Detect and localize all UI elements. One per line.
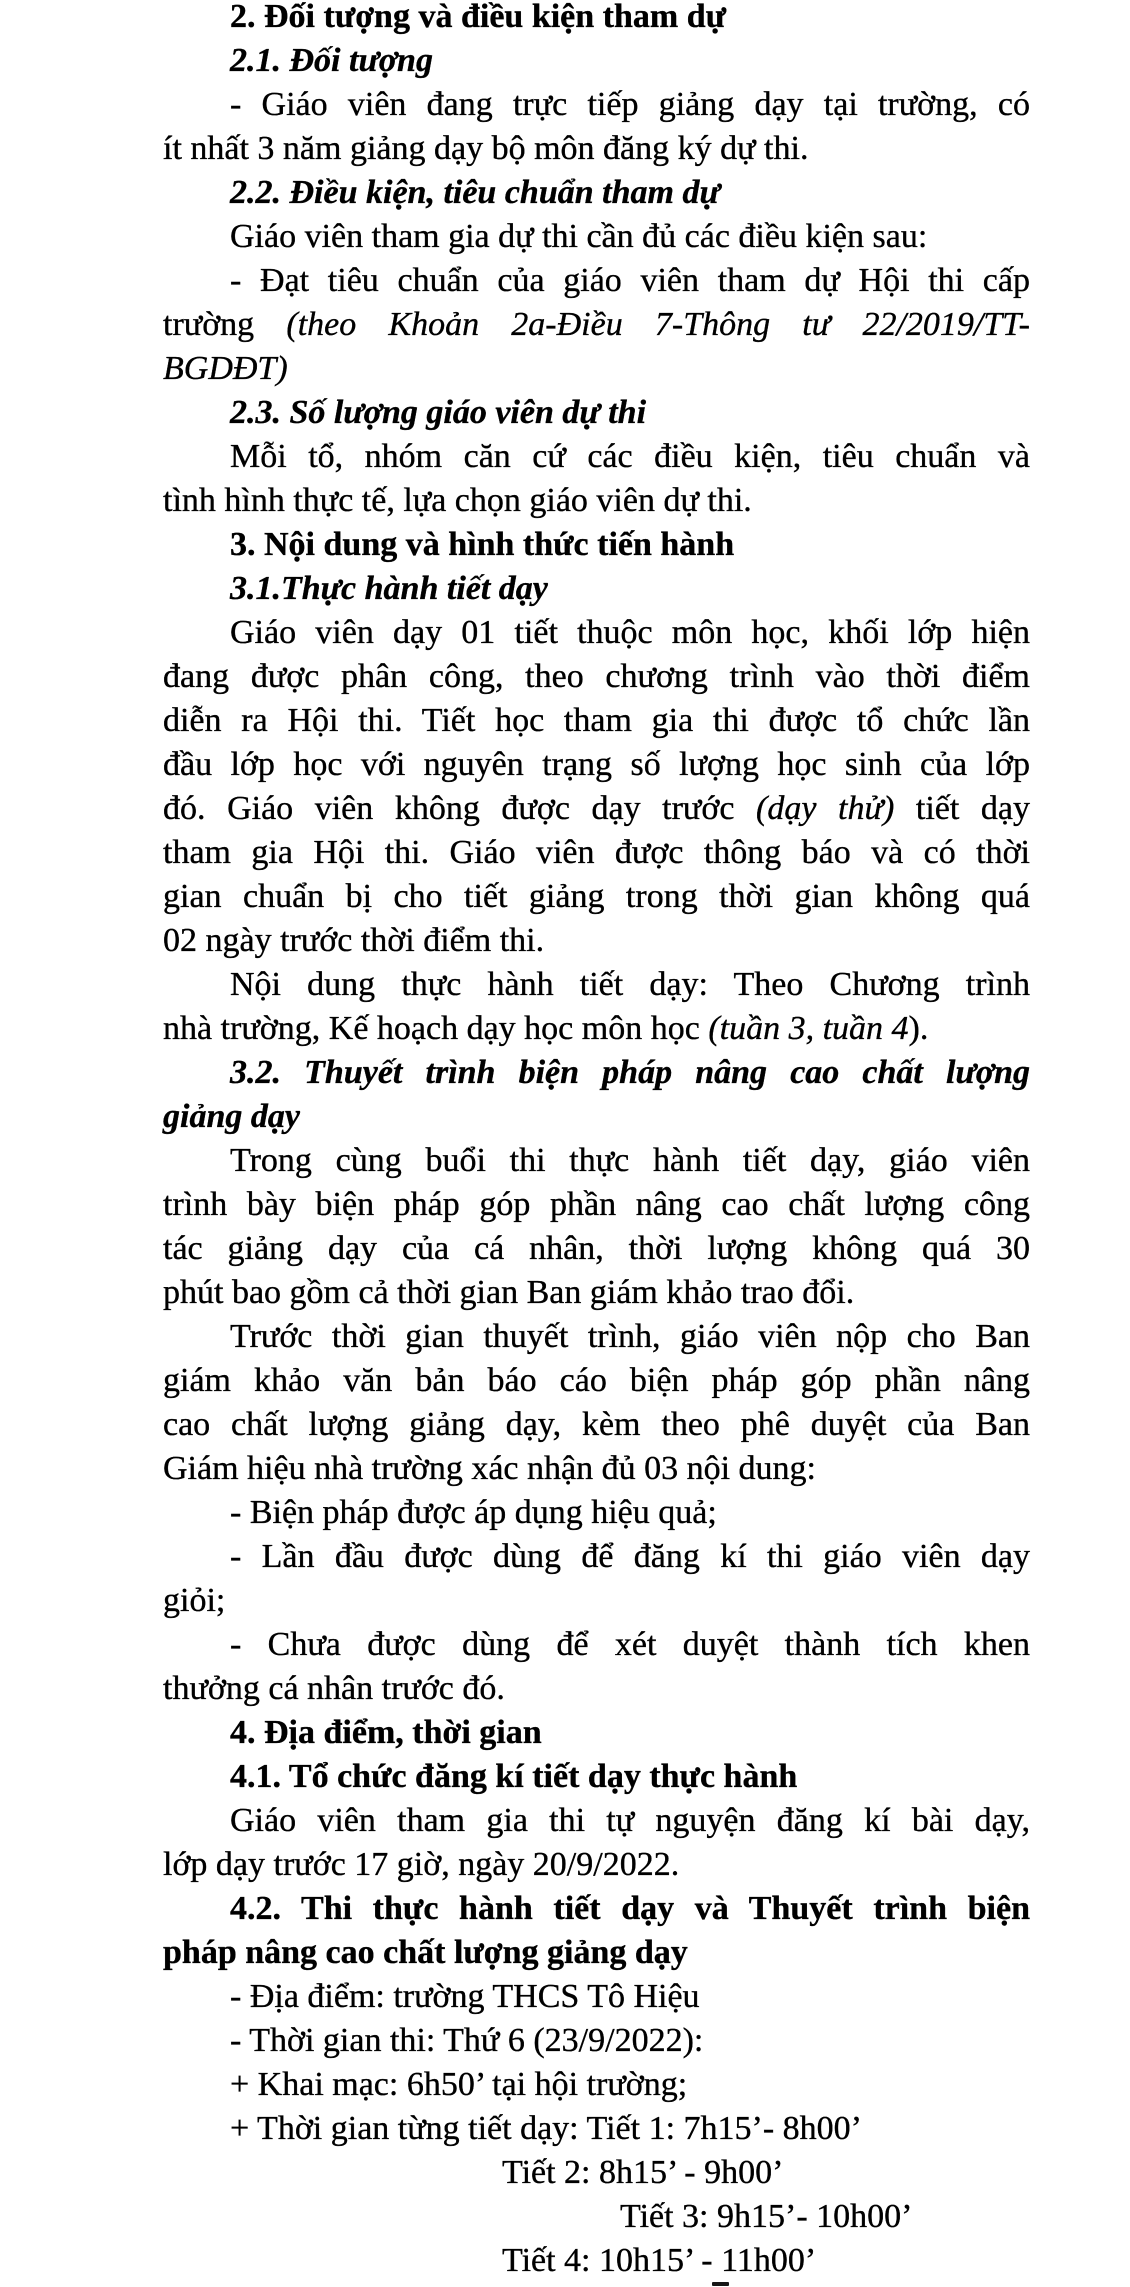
text-segment: cao chất lượng giảng dạy, kèm theo phê duyệt của Ban — [163, 1406, 1030, 1443]
text-line-16 — [163, 655, 1030, 699]
text-segment: Tiết 2: 8h15’ - 9h00’ — [502, 2154, 784, 2191]
text-segment: + Khai mạc: 6h50’ tại hội trường; — [230, 2066, 688, 2103]
text-line-11 — [163, 435, 1030, 479]
text-segment: Giáo viên tham gia thi tự nguyện đăng kí bài dạy, — [230, 1802, 1030, 1839]
text-segment: 3. Nội dung và hình thức tiến hành — [230, 526, 735, 563]
text-segment: thưởng cá nhân trước đó. — [163, 1670, 505, 1707]
text-line-48 — [163, 2063, 1030, 2107]
text-segment: đó. Giáo viên không được dạy trước — [163, 790, 757, 827]
text-line-29 — [163, 1227, 1030, 1271]
text-segment: giám khảo văn bản báo cáo biện pháp góp phần nâng — [163, 1362, 1030, 1399]
text-segment: giảng dạy — [163, 1098, 300, 1135]
text-line-26 — [163, 1095, 1030, 1139]
text-line-34 — [163, 1447, 1030, 1491]
text-segment: tiết dạy — [894, 790, 1030, 827]
text-line-10 — [163, 391, 1030, 435]
text-segment: 4.1. Tổ chức đăng kí tiết dạy thực hành — [230, 1758, 798, 1795]
text-segment: 4. Địa điểm, thời gian — [230, 1714, 542, 1751]
text-line-9 — [163, 347, 1030, 391]
text-line-18 — [163, 743, 1030, 787]
text-line-42 — [163, 1799, 1030, 1843]
text-segment: 2.3. Số lượng giáo viên dự thi — [230, 394, 647, 431]
text-segment: 02 ngày trước thời điểm thi. — [163, 922, 545, 959]
text-line-40 — [163, 1711, 1030, 1755]
text-line-36 — [163, 1535, 1030, 1579]
text-line-35 — [163, 1491, 1030, 1535]
text-segment: pháp nâng cao chất lượng giảng dạy — [163, 1934, 688, 1971]
text-segment: đầu lớp học với nguyên trạng số lượng học sinh của lớp — [163, 746, 1030, 783]
text-line-50 — [163, 2151, 1030, 2195]
text-segment: tham gia Hội thi. Giáo viên được thông báo và có thời — [163, 834, 1030, 871]
text-segment: phút bao gồm cả thời gian Ban giám khảo trao đổi. — [163, 1274, 855, 1311]
text-line-15 — [163, 611, 1030, 655]
text-line-33 — [163, 1403, 1030, 1447]
text-segment: trường — [163, 306, 287, 343]
text-segment: diễn ra Hội thi. Tiết học tham gia thi được tổ chức lần — [163, 702, 1030, 739]
text-segment: Nội dung thực hành tiết dạy: Theo Chương trình — [230, 966, 1030, 1003]
text-line-22 — [163, 919, 1030, 963]
text-segment: + Thời gian từng tiết dạy: Tiết 1: 7h15’- 8h00’ — [230, 2110, 862, 2147]
text-line-7 — [163, 259, 1030, 303]
text-line-20 — [163, 831, 1030, 875]
text-segment: ít nhất 3 năm giảng dạy bộ môn đăng ký dự thi. — [163, 130, 809, 167]
text-line-8 — [163, 303, 1030, 347]
text-line-23 — [163, 963, 1030, 1007]
text-segment: Giáo viên tham gia dự thi cần đủ các điều kiện sau: — [230, 218, 928, 255]
text-segment: - Giáo viên đang trực tiếp giảng dạy tại trường, có — [230, 86, 1030, 123]
text-segment: gian chuẩn bị cho tiết giảng trong thời gian không quá — [163, 878, 1030, 915]
text-segment: trình bày biện pháp góp phần nâng cao chất lượng công — [163, 1186, 1030, 1223]
text-line-43 — [163, 1843, 1030, 1887]
text-line-5 — [163, 171, 1030, 215]
text-segment: Tiết 4: 10h15’ - 11h00’ — [502, 2242, 817, 2279]
text-segment: - Đạt tiêu chuẩn của giáo viên tham dự Hội thi cấp — [230, 262, 1030, 299]
text-line-49 — [163, 2107, 1030, 2151]
text-line-13 — [163, 523, 1030, 567]
text-segment: lớp dạy trước 17 giờ, ngày 20/9/2022. — [163, 1846, 680, 1883]
text-segment: - Địa điểm: trường THCS Tô Hiệu — [230, 1978, 700, 2015]
text-segment: 2.1. Đối tượng — [230, 42, 433, 79]
text-segment: 2.2. Điều kiện, tiêu chuẩn tham dự — [230, 174, 720, 211]
text-segment: Mỗi tổ, nhóm căn cứ các điều kiện, tiêu chuẩn và — [230, 438, 1030, 475]
text-segment: nhà trường, Kế hoạch dạy học môn học — [163, 1010, 709, 1047]
text-line-47 — [163, 2019, 1030, 2063]
text-line-17 — [163, 699, 1030, 743]
text-line-39 — [163, 1667, 1030, 1711]
text-segment: 3.1.Thực hành tiết dạy — [230, 570, 548, 607]
text-segment: giỏi; — [163, 1582, 226, 1619]
text-line-12 — [163, 479, 1030, 523]
text-segment: 3.2. Thuyết trình biện pháp nâng cao chất lượng — [230, 1054, 1030, 1091]
text-line-19 — [163, 787, 1030, 831]
text-segment: tác giảng dạy của cá nhân, thời lượng không quá 30 — [163, 1230, 1030, 1267]
text-line-14 — [163, 567, 1030, 611]
text-line-2 — [163, 39, 1030, 83]
text-line-30 — [163, 1271, 1030, 1315]
text-segment: - Lần đầu được dùng để đăng kí thi giáo viên dạy — [230, 1538, 1030, 1575]
text-line-41 — [163, 1755, 1030, 1799]
text-line-25 — [163, 1051, 1030, 1095]
text-segment: BGDĐT) — [163, 350, 288, 387]
text-segment: Tiết 3: 9h15’- 10h00’ — [620, 2198, 913, 2235]
text-line-24 — [163, 1007, 1030, 1051]
text-line-51 — [163, 2195, 1030, 2239]
text-segment: Giáo viên dạy 01 tiết thuộc môn học, khối lớp hiện — [230, 614, 1030, 651]
text-line-37 — [163, 1579, 1030, 1623]
text-segment: ). — [908, 1010, 929, 1047]
text-line-28 — [163, 1183, 1030, 1227]
text-segment: - Thời gian thi: Thứ 6 (23/9/2022): — [230, 2022, 704, 2059]
clipped-next-line-fragment — [712, 2282, 729, 2286]
text-line-45 — [163, 1931, 1030, 1975]
text-line-3 — [163, 83, 1030, 127]
text-line-46 — [163, 1975, 1030, 2019]
text-line-44 — [163, 1887, 1030, 1931]
text-line-1 — [163, 0, 1030, 39]
text-line-27 — [163, 1139, 1030, 1183]
text-line-21 — [163, 875, 1030, 919]
text-segment: Trong cùng buổi thi thực hành tiết dạy, giáo viên — [230, 1142, 1030, 1179]
text-line-31 — [163, 1315, 1030, 1359]
text-segment: đang được phân công, theo chương trình vào thời điểm — [163, 658, 1030, 695]
text-line-38 — [163, 1623, 1030, 1667]
text-segment: Giám hiệu nhà trường xác nhận đủ 03 nội dung: — [163, 1450, 817, 1487]
text-line-4 — [163, 127, 1030, 171]
text-segment: (dạy thử) — [756, 790, 895, 827]
text-segment: - Chưa được dùng để xét duyệt thành tích khen — [230, 1626, 1030, 1663]
text-segment: 4.2. Thi thực hành tiết dạy và Thuyết trình biện — [230, 1890, 1030, 1927]
text-line-32 — [163, 1359, 1030, 1403]
text-segment: (tuần 3, tuần 4 — [708, 1010, 909, 1047]
text-segment: tình hình thực tế, lựa chọn giáo viên dự thi. — [163, 482, 752, 519]
document-text-block — [163, 0, 1030, 2283]
text-line-6 — [163, 215, 1030, 259]
text-segment: (theo Khoản 2a-Điều 7-Thông tư 22/2019/TT- — [286, 306, 1030, 343]
text-segment: Trước thời gian thuyết trình, giáo viên nộp cho Ban — [230, 1318, 1030, 1355]
text-segment: - Biện pháp được áp dụng hiệu quả; — [230, 1494, 717, 1531]
text-segment: 2. Đối tượng và điều kiện tham dự — [230, 0, 727, 35]
text-line-52 — [163, 2239, 1030, 2283]
